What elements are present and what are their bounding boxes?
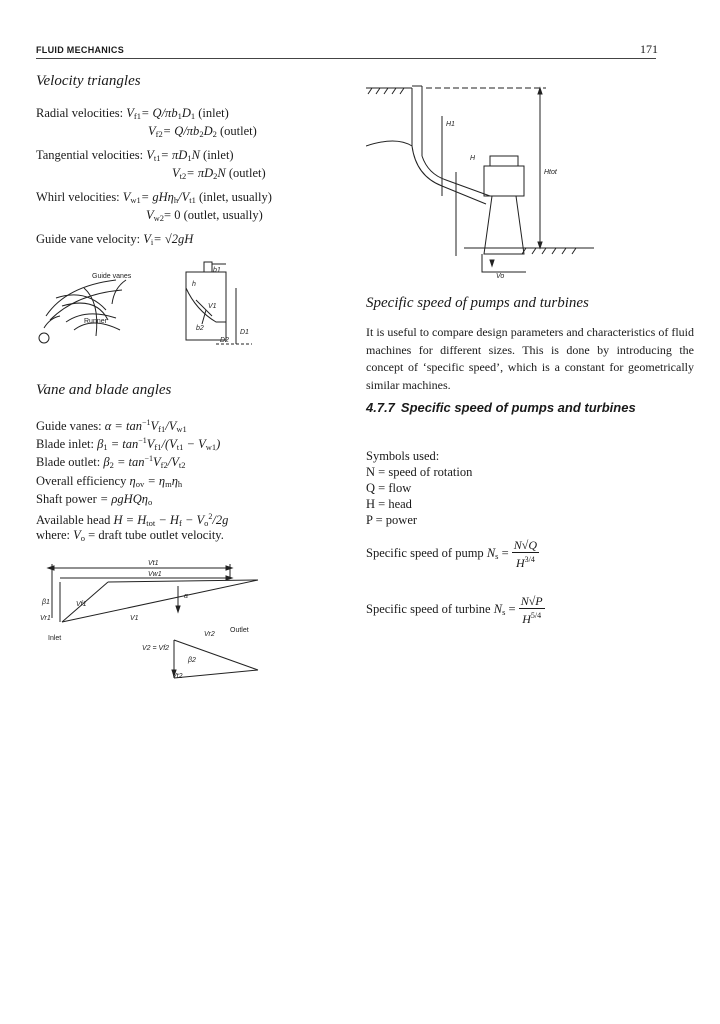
running-header: FLUID MECHANICS: [36, 45, 124, 55]
vane-blade-angles-heading: Vane and blade angles: [36, 382, 172, 398]
fig-label-b2: b2: [196, 325, 204, 332]
pump-specific-speed: Specific speed of pump $N_s$ = $\frac{N√Q}{H^{3/4}}$: [366, 538, 538, 570]
fig-label-v1: V1: [130, 615, 139, 622]
velocity-triangle-figure: [40, 558, 270, 683]
fig-label-vr1: Vr1: [40, 615, 51, 622]
fig-label-h: h: [192, 281, 196, 288]
symbol-item: Q = flow: [366, 481, 412, 495]
fig-label-alpha: α: [184, 593, 188, 600]
guide-vane-velocity: Guide vane velocity: $V_i= √2gH$: [36, 232, 194, 247]
blade-outlet-angle: Blade outlet: $\beta_2 = \tan^{-1}V_{f2}/V_{t2}$: [36, 454, 186, 470]
fig-label-v1: V1: [208, 303, 217, 310]
fig-label-runner: Runner: [84, 318, 107, 325]
fig-label-inlet: Inlet: [48, 635, 62, 642]
available-head: Available head $H = H_{tot} - H_f - V_o^2/2g$: [36, 512, 229, 528]
radial-velocities-outlet: $V_{f2}= Q/\pi b_2D_2$ (outlet): [148, 124, 257, 139]
fig-label-vf1: Vf1: [76, 601, 87, 608]
specific-speed-heading: Specific speed of pumps and turbines: [366, 295, 589, 311]
symbol-item: H = head: [366, 497, 412, 511]
radial-velocities-inlet: Radial velocities: $V_{f1}= Q/\pi b_1D_1$ (inlet): [36, 106, 229, 121]
fig-label-b1: b1: [213, 267, 221, 274]
whirl-velocities-outlet: $V_{w2}= 0$ (outlet, usually): [146, 208, 263, 223]
fig-label-guide-vanes: Guide vanes: [92, 273, 132, 280]
fig-label-h1: H1: [446, 121, 455, 128]
fig-label-htot: Htot: [544, 169, 557, 176]
blade-inlet-angle: Blade inlet: $\beta_1 = \tan^{-1}V_{f1}/(V_{t1} - V_{w1})$: [36, 436, 221, 452]
header-rule: [36, 58, 656, 59]
where-clause: where: $V_o$ = draft tube outlet velocity.: [36, 528, 224, 543]
specific-speed-paragraph: It is useful to compare design parameters and characteristics of fluid machines for different sizes. This is done by introducing the concept of ‘specific speed’, which is a constant for geometrically similar machines.: [366, 325, 694, 392]
overall-efficiency: Overall efficiency $\eta_{ov} = \eta_m\eta_h$: [36, 474, 183, 489]
fig-label-d1: D1: [240, 329, 249, 336]
fig-label-h: H: [470, 155, 476, 162]
fig-label-beta1: β1: [42, 599, 50, 606]
fig-label-outlet: Outlet: [230, 627, 249, 634]
turbine-specific-speed: Specific speed of turbine $N_s$ = $\frac{N√P}{H^{5/4}}$: [366, 594, 543, 626]
symbol-item: N = speed of rotation: [366, 465, 473, 479]
whirl-velocities-inlet: Whirl velocities: $V_{w1}= gH\eta_h/V_{t1}$ (inlet, usually): [36, 190, 272, 205]
runner-guide-vane-figure: [36, 258, 276, 358]
fig-label-vw1: Vw1: [148, 571, 162, 578]
section-heading-4-7-7: 4.7.7 Specific speed of pumps and turbines: [366, 400, 636, 415]
fig-label-d2: D2: [220, 337, 229, 344]
fig-label-vt2: Vt2: [172, 673, 183, 680]
fig-label-vt1: Vt1: [148, 560, 159, 567]
fig-label-vo: Vo: [496, 273, 505, 280]
fig-label-vr2: Vr2: [204, 631, 215, 638]
tangential-velocities-outlet: $V_{t2}= \pi D_2N$ (outlet): [172, 166, 266, 181]
symbols-used-label: Symbols used:: [366, 449, 440, 463]
velocity-triangles-heading: Velocity triangles: [36, 73, 141, 89]
turbine-installation-figure: [366, 76, 596, 288]
guide-vanes-angle: Guide vanes: $\alpha = \tan^{-1}V_{f1}/V_{w1}$: [36, 418, 187, 434]
fig-label-v2: V2 = Vf2: [142, 645, 170, 652]
page-number: 171: [640, 42, 658, 56]
tangential-velocities-inlet: Tangential velocities: $V_{t1}= \pi D_1N$ (inlet): [36, 148, 234, 163]
fig-label-beta2: β2: [188, 657, 196, 664]
shaft-power: Shaft power = ρgHQη$_o$: [36, 492, 153, 507]
symbol-item: P = power: [366, 513, 418, 527]
